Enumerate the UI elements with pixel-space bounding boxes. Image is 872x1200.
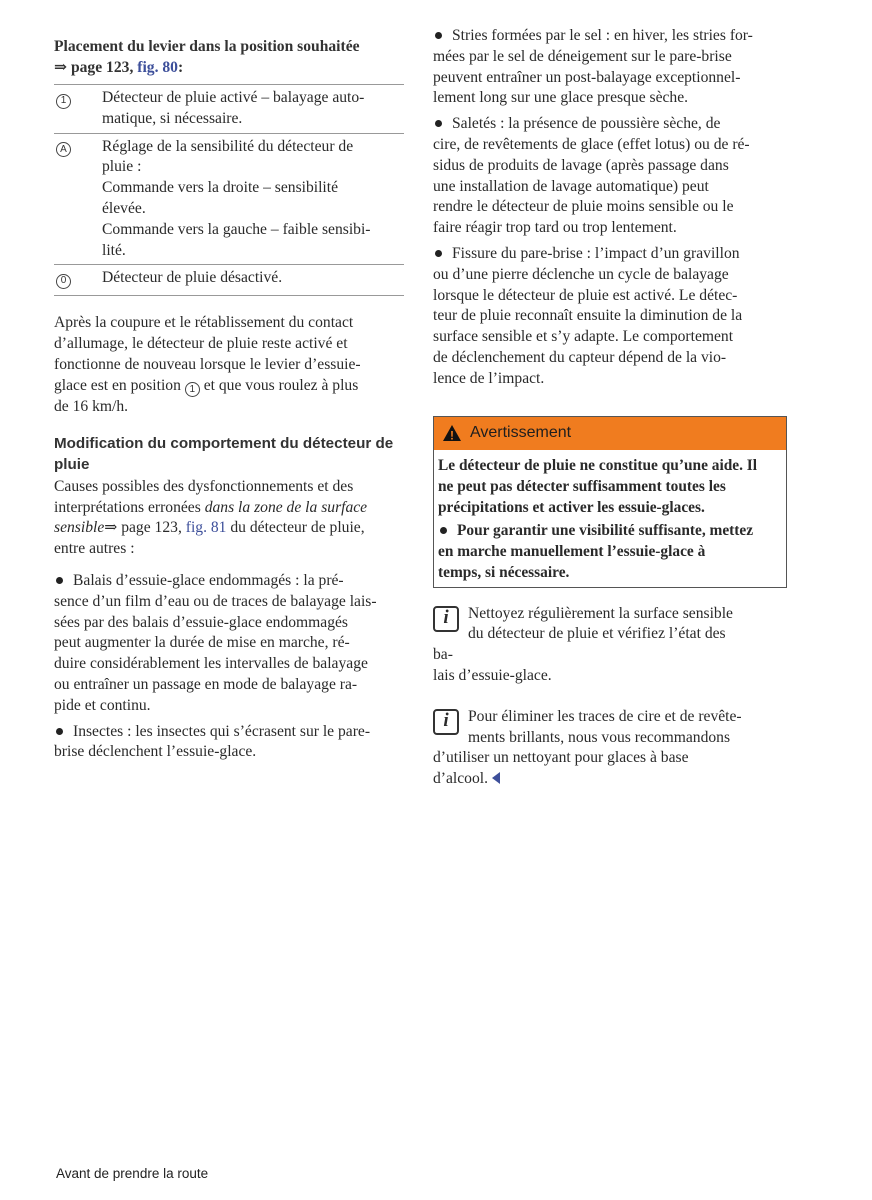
row-text: Détecteur de pluie activé – balayage auto- bbox=[102, 89, 365, 106]
text-line: peut augmenter la durée de mise en marche, ré- bbox=[54, 634, 350, 652]
row-text: Détecteur de pluie désactivé. bbox=[102, 269, 283, 287]
text-line: Stries formées par le sel : en hiver, les stries for- bbox=[452, 27, 753, 44]
text-line: précipitations et activer les essuie-glaces. bbox=[438, 498, 705, 516]
svg-text:!: ! bbox=[450, 428, 454, 443]
text-line: lorsque le détecteur de pluie est activé. Le détec- bbox=[433, 286, 738, 304]
text-line: surface sensible et s’y adapte. Le comportement bbox=[433, 328, 734, 346]
heading-text: Placement du levier dans la position souhaitée bbox=[54, 38, 360, 55]
info-note bbox=[433, 707, 787, 790]
text-line: une installation de lavage automatique) peut bbox=[433, 177, 709, 195]
text-line: Saletés : la présence de poussière sèche, de bbox=[452, 115, 721, 133]
text-line: teur de pluie reconnaît ensuite la diminution de la bbox=[433, 307, 743, 325]
heading-line: Modification du comportement du détecteur de bbox=[54, 434, 394, 452]
text-line: glace est en position bbox=[54, 376, 181, 394]
list-item bbox=[433, 26, 787, 109]
section-heading bbox=[54, 433, 404, 475]
page-ref: ⇒ page 123, bbox=[104, 519, 182, 537]
text-line: fonctionne de nouveau lorsque le levier d’essuie- bbox=[54, 355, 361, 373]
text-line: pide et continu. bbox=[54, 696, 151, 714]
warning-header bbox=[434, 417, 786, 450]
text-line: sidus de produits de lavage (après passage dans bbox=[433, 156, 729, 174]
text-line: Causes possibles des dysfonctionnements et des bbox=[54, 477, 354, 495]
position-a-icon: A bbox=[56, 142, 71, 157]
list-item bbox=[433, 244, 787, 390]
text-line: Fissure du pare-brise : l’impact d’un gravillon bbox=[452, 244, 740, 262]
bullet-icon bbox=[435, 32, 442, 39]
text-line: en marche manuellement l’essuie-glace à bbox=[438, 542, 706, 560]
right-column bbox=[433, 26, 787, 790]
text-line: d’alcool. bbox=[433, 770, 488, 788]
text-line: Nettoyez régulièrement la surface sensible bbox=[468, 604, 733, 622]
table-row bbox=[54, 85, 404, 134]
row-text: Commande vers la gauche – faible sensibi- bbox=[102, 220, 371, 238]
text-line: temps, si nécessaire. bbox=[438, 563, 570, 581]
info-note bbox=[433, 604, 787, 687]
reactivation-paragraph bbox=[54, 313, 404, 418]
text-line: ou entraîner un passage en mode de balayage ra- bbox=[54, 676, 358, 694]
page-ref: ⇒ page 123, bbox=[54, 59, 134, 76]
list-item bbox=[433, 114, 787, 239]
text-line: d’allumage, le détecteur de pluie reste activé et bbox=[54, 334, 348, 352]
row-text: Commande vers la droite – sensibilité bbox=[102, 179, 339, 197]
text-line: interprétations erronées bbox=[54, 498, 201, 516]
text-line: Après la coupure et le rétablissement du contact bbox=[54, 314, 354, 332]
text-line: duire considérablement les intervalles de balayage bbox=[54, 655, 368, 673]
row-text: élevée. bbox=[102, 199, 146, 217]
text-line: du détecteur de pluie et vérifiez l’état des ba- bbox=[433, 625, 726, 664]
text-line: lence de l’impact. bbox=[433, 369, 545, 387]
bullet-icon bbox=[56, 728, 63, 735]
bullet-icon bbox=[56, 577, 63, 584]
text-line: Pour garantir une visibilité suffisante, mettez bbox=[457, 521, 754, 539]
text-line: Balais d’essuie-glace endommagés : la pré- bbox=[73, 572, 344, 590]
position-1-icon: 1 bbox=[185, 382, 200, 397]
heading-line: pluie bbox=[54, 455, 90, 473]
text-line: Insectes : les insectes qui s’écrasent sur le pare- bbox=[73, 722, 371, 740]
warning-paragraph bbox=[438, 520, 782, 583]
text-line: de 16 km/h. bbox=[54, 398, 129, 416]
list-item bbox=[54, 722, 404, 764]
text-line: lais d’essuie-glace. bbox=[433, 666, 552, 684]
figure-link[interactable]: fig. 81 bbox=[185, 519, 227, 537]
warning-title: Avertissement bbox=[470, 424, 572, 442]
warning-body bbox=[434, 450, 786, 587]
position-0-icon: 0 bbox=[56, 274, 71, 289]
info-icon: i bbox=[433, 709, 459, 735]
lever-position-heading bbox=[54, 36, 404, 78]
text-line: ne peut pas détecter suffisamment toutes les bbox=[438, 477, 726, 495]
text-line: et que vous roulez à plus bbox=[203, 376, 359, 394]
figure-link[interactable]: fig. 80 bbox=[137, 59, 178, 76]
bullet-icon bbox=[440, 527, 447, 534]
italic-text: sensible bbox=[54, 519, 105, 537]
text-line: mées par le sel de déneigement sur le pare-brise bbox=[433, 47, 732, 65]
section-end-icon bbox=[492, 772, 500, 784]
position-1-icon: 1 bbox=[56, 94, 71, 109]
text-line: sence d’un film d’eau ou de traces de balayage lais- bbox=[54, 592, 377, 610]
text-line: sées par des balais d’essuie-glace endommagés bbox=[54, 613, 349, 631]
warning-box bbox=[433, 416, 787, 588]
text-line: Le détecteur de pluie ne constitue qu’une aide. Il bbox=[438, 456, 758, 474]
bullet-icon bbox=[435, 120, 442, 127]
row-text: matique, si nécessaire. bbox=[102, 109, 243, 127]
text-line: cire, de revêtements de glace (effet lotus) ou de ré- bbox=[433, 135, 750, 153]
text-line: entre autres : bbox=[54, 540, 135, 558]
warning-paragraph bbox=[438, 455, 782, 518]
row-text: pluie : bbox=[102, 158, 142, 176]
text-line: Pour éliminer les traces de cire et de revête- bbox=[468, 707, 742, 725]
text-line: ou d’une pierre déclenche un cycle de balayage bbox=[433, 265, 729, 283]
table-row bbox=[54, 134, 404, 266]
text-line: ments brillants, nous vous recommandons bbox=[468, 728, 731, 746]
warning-triangle-icon bbox=[442, 424, 462, 442]
heading-colon: : bbox=[177, 59, 184, 76]
text-line: rendre le détecteur de pluie moins sensible ou le bbox=[433, 198, 734, 216]
text-line: de déclenchement du capteur dépend de la vio- bbox=[433, 348, 727, 366]
row-text: lité. bbox=[102, 241, 126, 259]
table-row bbox=[54, 265, 404, 296]
info-icon: i bbox=[433, 606, 459, 632]
left-column bbox=[54, 36, 404, 763]
text-line: peuvent entraîner un post-balayage exceptionnel- bbox=[433, 68, 741, 86]
page-footer: Avant de prendre la route bbox=[56, 1166, 209, 1181]
italic-text: dans la zone de la surface bbox=[204, 498, 368, 516]
bullet-icon bbox=[435, 250, 442, 257]
text-line: brise déclenchent l’essuie-glace. bbox=[54, 743, 257, 761]
text-line: lement long sur une glace presque sèche. bbox=[433, 89, 689, 107]
text-line: faire réagir trop tard ou trop lentement. bbox=[433, 219, 677, 237]
row-text: Réglage de la sensibilité du détecteur de bbox=[102, 137, 354, 155]
causes-paragraph bbox=[54, 477, 404, 560]
list-item bbox=[54, 571, 404, 717]
text-line: d’utiliser un nettoyant pour glaces à base bbox=[433, 749, 689, 767]
lever-positions-table bbox=[54, 84, 404, 296]
text-line: du détecteur de pluie, bbox=[230, 519, 365, 537]
